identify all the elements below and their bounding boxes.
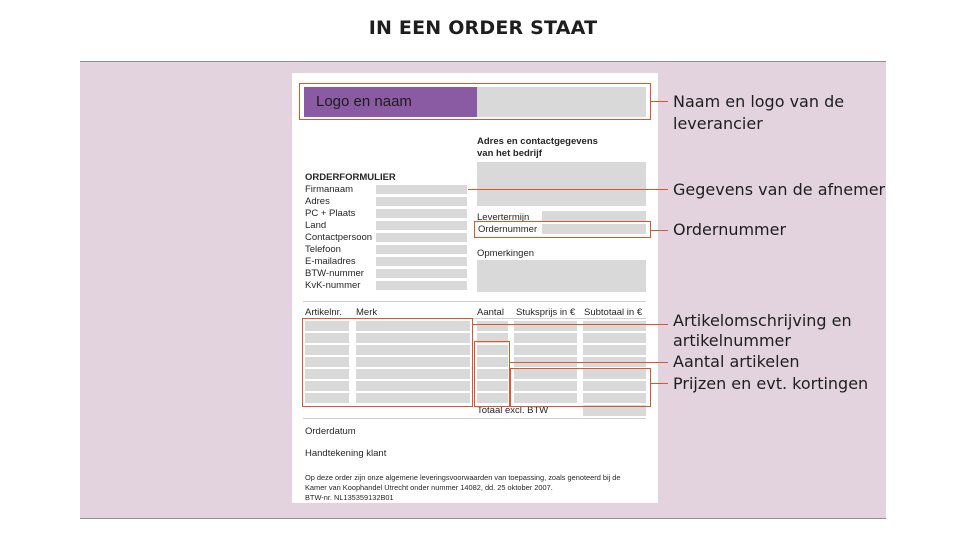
annotation-customer: Gegevens van de afnemer — [673, 180, 886, 199]
customer-field-input — [376, 257, 467, 266]
annotation-article-line-2: artikelnummer — [673, 331, 791, 350]
customer-field-label: Telefoon — [305, 244, 341, 255]
quantity-cell — [477, 321, 508, 331]
unit-price-cell — [514, 345, 577, 355]
callout-box-prices — [510, 368, 651, 407]
table-divider-bottom — [303, 418, 646, 419]
footer-terms-line-1: Op deze order zijn onze algemene leveringsvoorwaarden van toepassing, zoals genoteerd bij de — [305, 473, 621, 482]
customer-field-input — [376, 221, 467, 230]
customer-field-input — [376, 245, 467, 254]
customer-field-label: Adres — [305, 196, 330, 207]
customer-field-label: E-mailadres — [305, 256, 356, 267]
customer-field-label: PC + Plaats — [305, 208, 356, 219]
supplier-address-placeholder — [477, 162, 646, 206]
customer-field-input — [376, 209, 467, 218]
order-date-label: Orderdatum — [305, 426, 356, 437]
callout-box-supplier — [299, 83, 651, 120]
remarks-placeholder — [477, 260, 646, 292]
form-title: ORDERFORMULIER — [305, 172, 396, 183]
annotation-supplier-line-1: Naam en logo van de — [673, 92, 845, 111]
table-divider-top — [303, 301, 646, 302]
unit-price-cell — [514, 321, 577, 331]
delivery-term-label: Levertermijn — [477, 212, 530, 223]
diagram-title: IN EEN ORDER STAAT — [368, 17, 598, 39]
annotation-order-number: Ordernummer — [673, 220, 787, 239]
supplier-address-heading-1: Adres en contactgegevens — [477, 136, 598, 147]
callout-box-articles — [302, 318, 473, 407]
col-header-unit-price: Stuksprijs in € — [516, 307, 576, 318]
remarks-label: Opmerkingen — [477, 248, 535, 259]
callout-box-quantity — [474, 341, 510, 407]
subtotal-cell — [583, 321, 646, 331]
customer-field-input — [376, 281, 467, 290]
delivery-term-field — [542, 211, 646, 221]
leader-line-customer — [468, 189, 668, 190]
leader-line-articles — [473, 324, 668, 325]
customer-field-label: BTW-nummer — [305, 268, 364, 279]
col-header-quantity: Aantal — [477, 307, 504, 318]
footer-vat-number: BTW-nr. NL135359132B01 — [305, 493, 394, 502]
annotation-quantity: Aantal artikelen — [673, 352, 800, 371]
leader-line-quantity — [510, 362, 668, 363]
annotation-supplier-line-2: leverancier — [673, 114, 763, 133]
signature-label: Handtekening klant — [305, 448, 387, 459]
customer-field-label: Land — [305, 220, 327, 231]
customer-field-input — [376, 269, 467, 278]
total-label: Totaal excl. BTW — [477, 405, 549, 416]
supplier-address-heading-2: van het bedrijf — [477, 148, 542, 159]
customer-field-label: KvK-nummer — [305, 280, 361, 291]
leader-line-prices — [651, 383, 668, 384]
customer-field-input — [376, 185, 467, 194]
subtotal-cell — [583, 333, 646, 343]
callout-box-order-number — [474, 221, 651, 238]
footer-terms-line-2: Kamer van Koophandel Utrecht onder nummer 14082, dd. 25 oktober 2007. — [305, 483, 553, 492]
col-header-article-number: Artikelnr. — [305, 307, 342, 318]
leader-line-order-number — [651, 230, 668, 231]
customer-field-input — [376, 233, 467, 242]
col-header-brand: Merk — [356, 307, 378, 318]
customer-field-label: Firmanaam — [305, 184, 354, 195]
leader-line-supplier — [651, 101, 668, 102]
col-header-subtotal: Subtotaal in € — [584, 307, 643, 318]
annotation-prices: Prijzen en evt. kortingen — [673, 374, 869, 393]
logo-label: Logo en naam — [316, 93, 412, 110]
customer-field-label: Contactpersoon — [305, 232, 373, 243]
annotation-article-line-1: Artikelomschrijving en — [673, 311, 852, 330]
subtotal-cell — [583, 345, 646, 355]
customer-field-input — [376, 197, 467, 206]
order-number-label: Ordernummer — [478, 224, 538, 235]
unit-price-cell — [514, 333, 577, 343]
